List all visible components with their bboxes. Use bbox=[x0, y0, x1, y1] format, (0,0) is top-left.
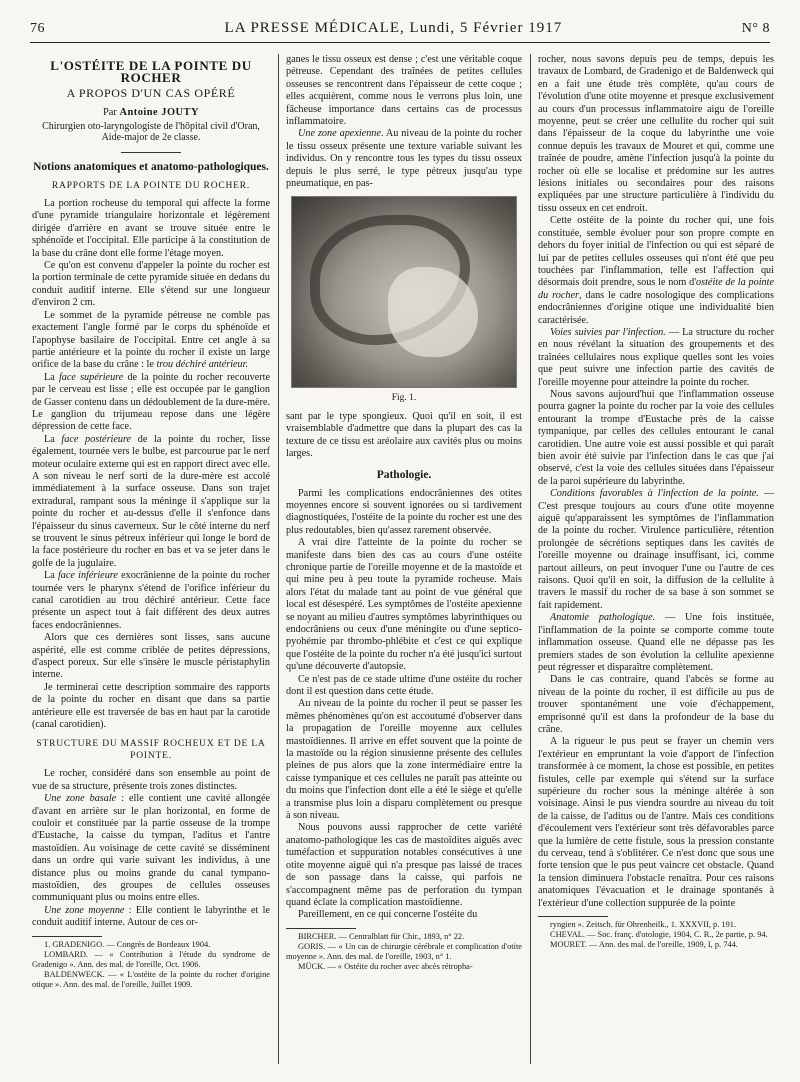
footnote: CHEVAL. — Soc. franç. d'otologie, 1904, C. R., 2e partie, p. 94. bbox=[550, 930, 768, 940]
paragraph: Nous savons aujourd'hui que l'inflammation osseuse pourra gagner la pointe du rocher par la voie des cellules entourant la trompe d'Eustache près de la caisse tympanique, par celles des cellules entourant le canal carotidien. Une autre voie est aussi possible et qui paraît bien avoir été suivie par l'infection dans le cas que j'ai observé, c'est la voie des cellules situées dans l'épaisseur de la paroi supérieure du labyrinthe. bbox=[538, 388, 774, 487]
author-line bbox=[32, 107, 270, 119]
paragraph: Anatomie pathologique. — Une fois instituée, l'inflammation de la pointe se comporte comme toute inflammation osseuse. Quand elle ne dépasse pas les premiers stades de son évolution la cellulite apexienne peut régresser et disparaître complètement. bbox=[538, 612, 774, 673]
running-head bbox=[30, 20, 770, 40]
author-prefix: Par bbox=[103, 107, 120, 119]
page-number: 76 bbox=[30, 21, 45, 36]
author-name: Antoine JOUTY bbox=[119, 107, 199, 119]
paragraph: sant par le type spongieux. Quoi qu'il en soit, il est vraisemblable d'admettre que dans la plupart des cas la texture de ce tissu est aréolaire aux cavités plus ou moins larges. bbox=[286, 410, 522, 460]
column-1 bbox=[32, 54, 270, 990]
journal-title: LA PRESSE MÉDICALE, Lundi, 5 Février 1917 bbox=[224, 20, 563, 36]
paragraph: Dans le cas contraire, quand l'abcès se forme au niveau de la pointe du rocher, il est difficile au pus de trouver spontanément une voie d'échappement, emprisonné qu'il est dans la profondeur de la base du crâne. bbox=[538, 674, 774, 735]
paragraph: La face postérieure de la pointe du rocher, lisse également, tournée vers le bulbe, est parcourue par le nerf moteur oculaire externe qui est en rapport direct avec elle. A son niveau le nerf sorti de la dure-mère est accolé immédiatement à la surface osseuse. Dans son trajet extradural, rampant sous la méninge il s'applique sur la pointe du rocher et au-dessus d'elle il s'enfonce dans l'épaisseur du sinus caverneux. Sur le côté interne du nerf se trouvent le sinus pétreux inférieur qui longe le bord de la face postérieure du rocher en bas et va se jeter dans le golfe de la jugulaire. bbox=[32, 433, 270, 569]
footnote: GORIS. — « Un cas de chirurgie cérébrale et complication d'otite moyenne ». Ann. des mal. de l'oreille, 1903, n° 1. bbox=[286, 941, 522, 961]
paragraph: Ce n'est pas de ce stade ultime d'une ostéite du rocher dont il est question dans cette étude. bbox=[286, 673, 522, 697]
footnote: 1. GRADENIGO. — Congrès de Bordeaux 1904. bbox=[44, 939, 211, 949]
separator-rule bbox=[121, 152, 181, 153]
paragraph: Je terminerai cette description sommaire des rapports de la pointe du rocher en disant que dans sa partie antérieure elle est traversée de bas en haut par la carotide (canal carotidien). bbox=[32, 681, 270, 731]
footnote-rule bbox=[538, 916, 608, 917]
paragraph: ganes le tissu osseux est dense ; c'est une véritable coque pétreuse. Cependant des traînées de petites cellules osseuses se rencontrent dans l'épaisseur de cette coque ; elles acquièrent, comme nous le verrons plus loin, une fâcheuse importance dans certains cas de processus inflammatoire. bbox=[286, 54, 522, 128]
paragraph: Une zone moyenne : Elle contient le labyrinthe et le conduit auditif interne. Autour de ces or- bbox=[32, 904, 270, 929]
footnote-rule bbox=[286, 928, 356, 929]
paragraph: Une zone apexienne. Au niveau de la pointe du rocher le tissu osseux présente une texture variable suivant les individus. On y rencontre tous les types du tissu osseux depuis le plus serré, le type pétreux jusqu'au type pneumatique, en pas- bbox=[286, 128, 522, 190]
subsection-heading: RAPPORTS DE LA POINTE DU ROCHER. bbox=[51, 180, 251, 191]
footnote: BIRCHER. — Centralblatt für Chir., 1893, n° 22. bbox=[298, 931, 465, 941]
paragraph: Le sommet de la pyramide pétreuse ne comble pas exactement l'angle formé par le corps du sphénoïde et l'apophyse basilaire de l'occipital. Entre cet angle à sa partie antérieure et la pointe du rocher il existe un large orifice de la base du crâne : le trou déchiré antérieur. bbox=[32, 309, 270, 371]
paragraph: Au niveau de la pointe du rocher il peut se passer les mêmes phénomènes qu'on est accoutumé d'observer dans la propagation de l'oreille moyenne aux cellules mastoïdiennes. Il arrive en effet souvent que la pointe de la mastoïde ou la région sinusienne présente des cellules pleines de pus alors que la zone intermédiaire entre la caisse tympanique et ces cellules ne paraît pas atteinte ou du moins que l'infection dont elle a été le siège et qu'elle a transmise plus loin a disparu complètement ou presque à son niveau. bbox=[286, 698, 522, 822]
subsection-heading: STRUCTURE DU MASSIF ROCHEUX ET DE LA POINTE. bbox=[36, 738, 266, 761]
column-2 bbox=[286, 54, 522, 972]
author-affiliation: Chirurgien oto-laryngologiste de l'hôpital civil d'Oran, Aide-major de 2e classe. bbox=[42, 120, 260, 144]
paragraph: A vrai dire l'atteinte de la pointe du rocher se manifeste dans bien des cas au cours d'une ostéite chronique partie de l'oreille moyenne et de la mastoïde et qui mine peu à peu toute la pyramide rocheuse. Mais alors l'état du malade tant au point de vue général que local est désespéré. Les symptômes de l'ostéite apexienne se noyant au milieu d'autres symptômes labyrinthiques ou endocrâniens ou ceux d'une méningite ou d'une septico-pyohémie par thrombo-phlébite et c'est ce qui explique que l'ostéite de la pointe du rocher n'a été jusqu'ici surtout qu'une découverte d'autopsie. bbox=[286, 537, 522, 673]
footnote: BALDENWECK. — « L'ostéite de la pointe du rocher d'origine otique ». Ann. des mal. de l'oreille, Juillet 1909. bbox=[32, 969, 270, 989]
footnote: ryngien ». Zeitsch. für Ohrenheilk., 1. XXXVII, p. 191. bbox=[550, 920, 737, 930]
article-title: L'OSTÉITE DE LA POINTE DU ROCHER bbox=[50, 58, 252, 86]
paragraph: Cette ostéite de la pointe du rocher qui, une fois constituée, semble évoluer pour son propre compte en dehors du foyer initial de l'infection ou qui est séparé de lui par de petites cellules osseuses qui n'ont été que peu touchées par l'inflammation, telle est l'affection qui désormais doit prendre, sous le nom d'ostéite de la pointe du rocher, dans le cadre nosologique des complications endocrâniennes d'origine otique une individualité bien caractérisée. bbox=[538, 215, 774, 326]
column-3 bbox=[538, 54, 774, 950]
anatomical-figure bbox=[291, 196, 517, 388]
paragraph: Conditions favorables à l'infection de la pointe. — C'est presque toujours au cours d'une otite moyenne aiguë qu'apparaissent les symptômes de l'inflammation de la pointe du rocher. Virulence particulière, rétention prolongée de sécrétions septiques dans les cavités de l'oreille moyenne ou drainage insuffisant, ici, comme partout ailleurs, on peut invoquer l'une ou l'autre de ces raisons. Quoi qu'il en soit, la diffusion de la cellulite à travers le massif du rocher de sa base à son sommet se fait rapidement. bbox=[538, 488, 774, 611]
footnote: MOURET. — Ann. des mal. de l'oreille, 1909, I, p. 744. bbox=[550, 940, 738, 950]
paragraph: Parmi les complications endocrâniennes des otites moyennes encore si souvent ignorées ou si tardivement diagnostiquées, l'ostéite de la pointe du rocher est une des plus redoutables, bien qu'assez rarement observée. bbox=[286, 487, 522, 536]
footnote-rule bbox=[32, 936, 102, 937]
paragraph: La face supérieure de la pointe du rocher recouverte par le cerveau est lisse ; elle est occupée par le ganglion de Gasser contenu dans un dédoublement de la dure-mère. Le ganglion du trijumeau repose dans une légère dépression de cette face. bbox=[32, 371, 270, 433]
column-divider bbox=[278, 54, 279, 1064]
paragraph: La portion rocheuse du temporal qui affecte la forme d'une pyramide triangulaire horizontale et légèrement dirigée d'arrière en avant se trouve située entre le sphénoïde et l'occipital. Elle participe à la constitution de la base du crâne dont elle forme l'étage moyen. bbox=[32, 198, 270, 259]
footnote: MÜCK. — « Ostéite du rocher avec abcès rétropha- bbox=[298, 961, 473, 971]
footnote: LOMBARD. — « Contribution à l'étude du syndrome de Gradenigo ». Ann. des mal. de l'oreille, Oct. 1906. bbox=[32, 949, 270, 969]
section-heading: Notions anatomiques et anatomo-pathologiques. bbox=[33, 160, 269, 173]
paragraph: Pareillement, en ce qui concerne l'ostéite du bbox=[298, 909, 478, 921]
figure-caption: Fig. 1. bbox=[391, 393, 417, 404]
paragraph: La face inférieure exocrânienne de la pointe du rocher tournée vers le pharynx s'étend de l'orifice inférieur du canal carotidien au trou déchiré antérieur. Cette face présente un aspect tout à fait différent des deux autres faces endocrâniennes. bbox=[32, 570, 271, 631]
paragraph: Voies suivies par l'infection. — La structure du rocher en nous révélant la situation des groupements et des traînées cellulaires nous explique quelles sont les voies que peut suivre une infection partie des cavités de l'oreille moyenne pour atteindre la pointe du rocher. bbox=[538, 326, 774, 388]
paragraph: Nous pouvons aussi rapprocher de cette variété anatomo-pathologique les cas de mastoïdites aiguës avec tuméfaction et suppuration notables consécutives à une otite moyenne aiguë qui n'a presque pas laissé de traces de son passage dans la caisse, qui parfois ne s'accompagnent même pas de perforation du tympan quand éclate la complication mastoïdienne. bbox=[286, 822, 522, 908]
header-rule bbox=[30, 42, 770, 43]
paragraph: Ce qu'on est convenu d'appeler la pointe du rocher est la portion terminale de cette pyramide située en dedans du conduit auditif interne. Elle s'étend sur une longueur d'environ 2 cm. bbox=[32, 260, 270, 309]
paragraph: rocher, nous savons depuis peu de temps, depuis les travaux de Lombard, de Gradenigo et de Baldenweck qui en a fait une étude très complète, qu'au cours de l'évolution d'une otite moyenne et presque exclusivement au cours d'un processus inflammatoire aigu de l'oreille moyenne, peut se créer une cellulite du rocher qui suit dans l'épaisseur de la coque du labyrinthe une voie connue depuis les travaux de Mouret et qui, comme une traînée de poudre, amène l'infection jusqu'à la pointe du rocher où elle se localise et prédomine sur les autres lésions initiales ou secondaires pour des raisons expliquées par une structure particulière à l'individu du tissu osseux en cet endroit. bbox=[538, 54, 774, 214]
paragraph: Le rocher, considéré dans son ensemble au point de vue de sa structure, présente trois zones distinctes. bbox=[32, 768, 270, 792]
section-heading: Pathologie. bbox=[376, 468, 432, 481]
paragraph: Alors que ces dernières sont lisses, sans aucune aspérité, elle est comme criblée de petites dépressions, d'aspect poreux. Sur elle s'insère le muscle péristaphylin interne. bbox=[32, 632, 270, 681]
paragraph: Une zone basale : elle contient une cavité allongée d'avant en arrière sur le plan horizontal, en forme de couloir et constituée par la partie osseuse de la trompe d'Eustache, la caisse du tympan, l'aditus et l'antre mastoïdien. Au voisinage de cette cavité se disséminent dans un ordre qui varie suivant les individus, à une distance plus ou moins grande du canal tympano-mastoïdien, des groupes de cellules osseuses communiquant plus ou moins entre elles. bbox=[32, 793, 270, 904]
paragraph: A la rigueur le pus peut se frayer un chemin vers l'extérieur en empruntant la voie d'apport de l'infection transformée à ce moment, la chose est possible, en petites fistules, celle par exemple qui s'étend sur la surface supérieure du rocher sous la méninge altérée à son voisinage. Ainsi le pus viendra sourdre au niveau du toit de la caisse, de l'aditus ou de l'antre. Mais ces conditions d'écoulement vers l'extérieur sont très défavorables parce que la lumière de cette fistule, sous la pression constante du cerveau, tend à s'oblitérer. Ce n'est donc que sous une forte tension que le pus peut vaincre cet obstacle. Quand la tension diminuera l'obstacle renaîtra. Pour ces raisons anatomiques l'évacuation et le drainage spontanés à l'extérieur d'une collection suppurée de la pointe bbox=[538, 736, 774, 909]
article-subtitle: A PROPOS D'UN CAS OPÉRÉ bbox=[66, 85, 236, 100]
issue-number: N° 8 bbox=[741, 21, 770, 36]
column-divider bbox=[530, 54, 531, 1064]
